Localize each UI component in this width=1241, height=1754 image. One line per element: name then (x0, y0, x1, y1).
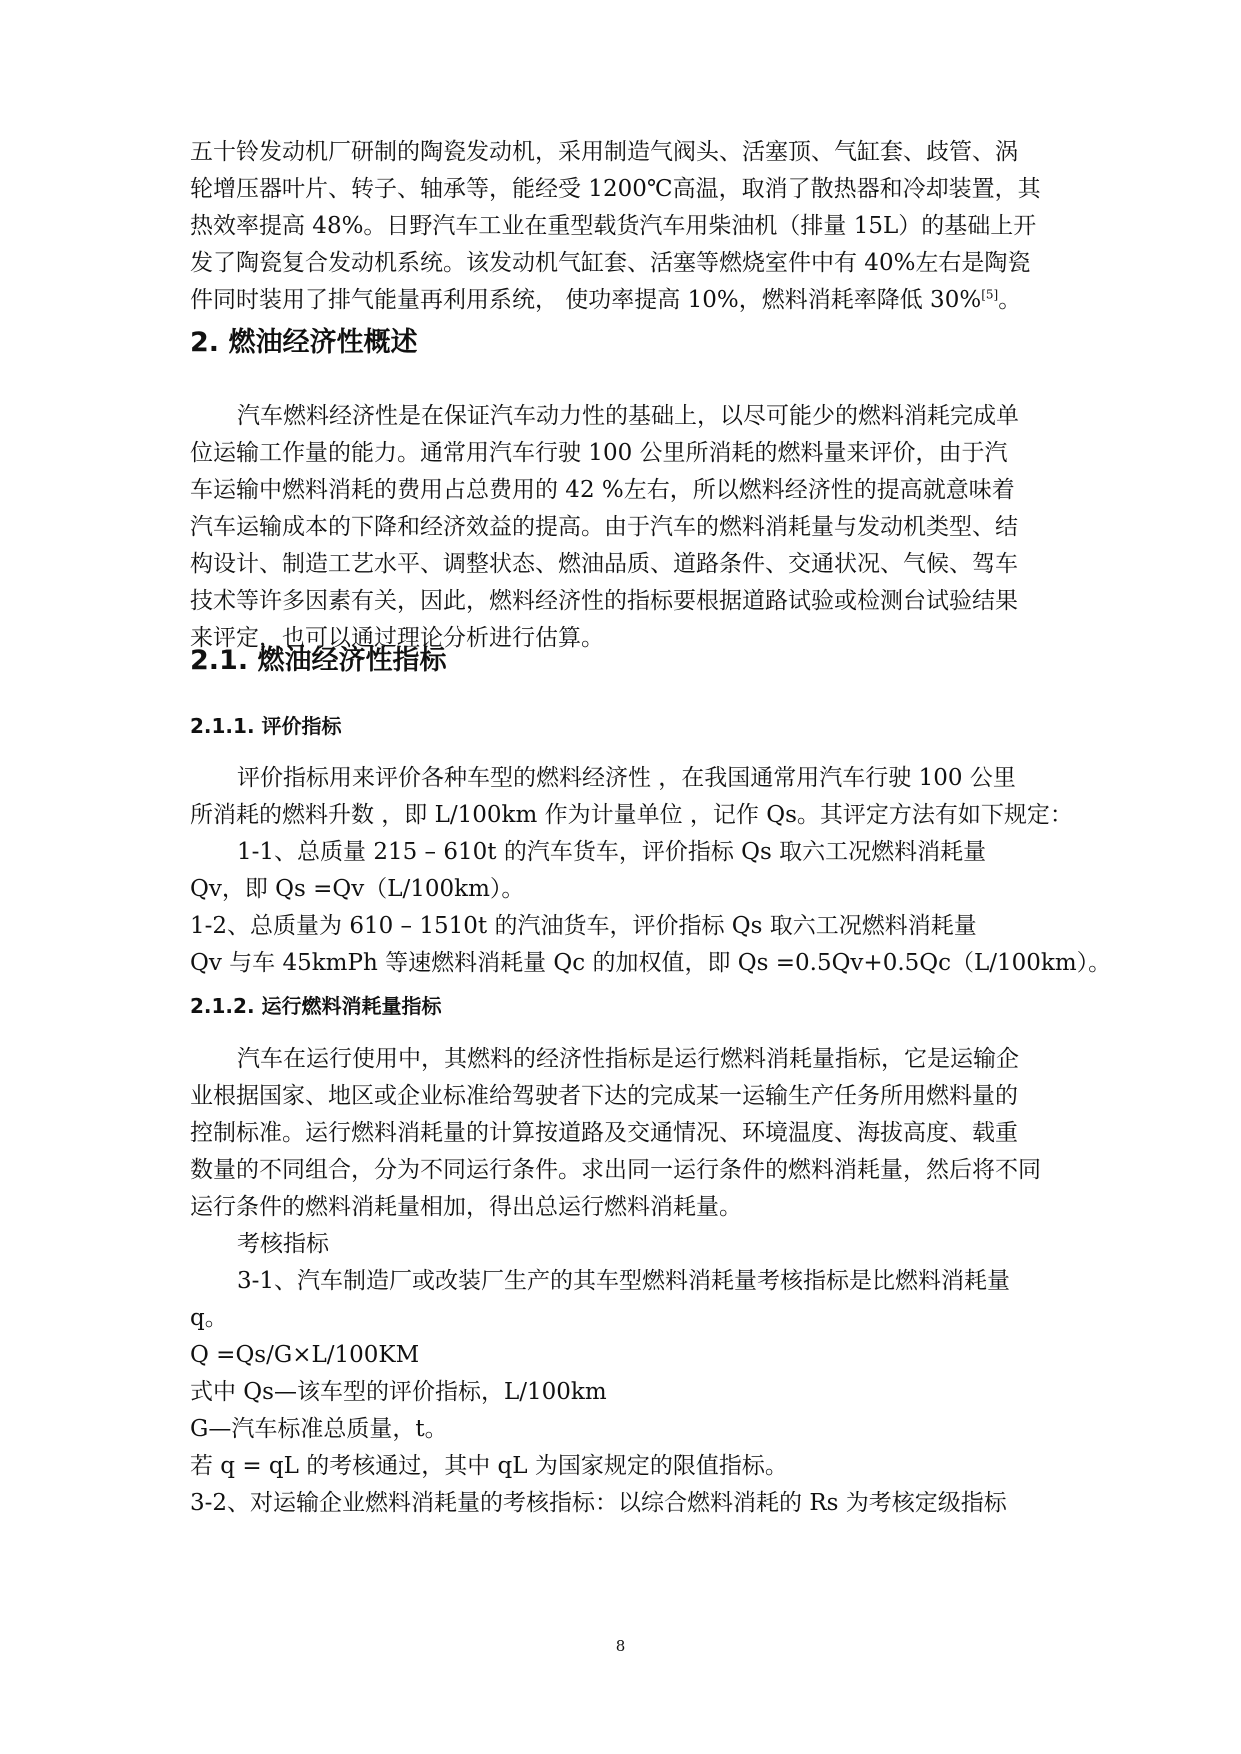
section-2-1-1-line-2: 所消耗的燃料升数 ，即 L/100km 作为计量单位 ，记作 Qs。其评定方法有如下规定： (190, 802, 1073, 828)
intro-line-2: 轮增压器叶片、转子、轴承等，能经受 1200℃高温，取消了散热器和冷却装置，其 (190, 176, 1041, 202)
section-2-1-2-line-4: 数量的不同组合，分为不同运行条件。求出同一运行条件的燃料消耗量，然后将不同 (190, 1157, 1041, 1183)
section-2-1-1-line-6: Qv 与车 45kmPh 等速燃料消耗量 Qc 的加权值，即 Qs =0.5Qv+0.5Qc（L/100km）。 (190, 950, 1112, 976)
section-2-line-5: 构设计、制造工艺水平、调整状态、燃油品质、道路条件、交通状况、气候、驾车 (190, 551, 1018, 577)
section-2-1-1-line-3: 1-1、总质量 215 – 610t 的汽车货车，评价指标 Qs 取六工况燃料消耗量 (237, 839, 987, 865)
assessment-condition: 若 q = qL 的考核通过，其中 qL 为国家规定的限值指标。 (190, 1453, 788, 1479)
intro-paragraph (190, 134, 1058, 319)
section-2-1-1-line-4: Qv，即 Qs =Qv（L/100km）。 (190, 876, 525, 902)
section-2-1-2-line-8: q。 (190, 1305, 228, 1331)
intro-line-4: 发了陶瓷复合发动机系统。该发动机气缸套、活塞等燃烧室件中有 40%左右是陶瓷 (190, 250, 1031, 276)
section-2-line-4: 汽车运输成本的下降和经济效益的提高。由于汽车的燃料消耗量与发动机类型、结 (190, 514, 1018, 540)
page-number: 8 (615, 1637, 626, 1655)
section-heading-2-1-1: 2.1.1. 评价指标 (190, 714, 342, 738)
section-2-1-1-line-1: 评价指标用来评价各种车型的燃料经济性 ，在我国通常用汽车行驶 100 公里 (237, 765, 1016, 791)
intro-line-1: 五十铃发动机厂研制的陶瓷发动机，采用制造气阀头、活塞顶、气缸套、歧管、涡 (190, 139, 1018, 165)
section-2-1-1-paragraph (190, 760, 1112, 982)
intro-line-5-end: 。 (998, 287, 1022, 313)
section-2-1-2-line-5: 运行条件的燃料消耗量相加，得出总运行燃料消耗量。 (190, 1194, 742, 1220)
section-2-1-1-line-5: 1-2、总质量为 610 – 1510t 的汽油货车，评价指标 Qs 取六工况燃料消耗量 (190, 913, 977, 939)
citation-reference: [5] (981, 287, 999, 302)
section-heading-2-1: 2.1. 燃油经济性指标 (190, 645, 447, 676)
section-2-line-6: 技术等许多因素有关，因此，燃料经济性的指标要根据道路试验或检测台试验结果 (190, 588, 1018, 614)
formula-definition-g: G—汽车标准总质量，t。 (190, 1416, 448, 1442)
section-2-1-2-line-1: 汽车在运行使用中，其燃料的经济性指标是运行燃料消耗量指标，它是运输企 (237, 1046, 1019, 1072)
section-heading-2: 2. 燃油经济性概述 (190, 327, 418, 358)
formula-definition-qs: 式中 Qs—该车型的评价指标，L/100km (190, 1379, 607, 1405)
intro-line-5 (190, 282, 1058, 319)
section-2-1-2-line-13: 3-2、对运输企业燃料消耗量的考核指标：以综合燃料消耗的 Rs 为考核定级指标 (190, 1490, 1007, 1516)
section-2-line-3: 车运输中燃料消耗的费用占总费用的 42 %左右，所以燃料经济性的提高就意味着 (190, 477, 1015, 503)
assessment-index-label: 考核指标 (237, 1231, 329, 1257)
section-2-1-2-line-3: 控制标准。运行燃料消耗量的计算按道路及交通情况、环境温度、海拔高度、载重 (190, 1120, 1018, 1146)
section-2-1-2-line-7: 3-1、汽车制造厂或改装厂生产的其车型燃料消耗量考核指标是比燃料消耗量 (237, 1268, 1011, 1294)
section-2-paragraph (190, 398, 1058, 657)
intro-line-5-text: 件同时装用了排气能量再利用系统， 使功率提高 10%，燃料消耗率降低 30% (190, 287, 982, 313)
formula-line: Q =Qs/G×L/100KM (190, 1342, 420, 1368)
section-2-line-2: 位运输工作量的能力。通常用汽车行驶 100 公里所消耗的燃料量来评价，由于汽 (190, 440, 1008, 466)
intro-line-3: 热效率提高 48%。日野汽车工业在重型载货汽车用柴油机（排量 15L）的基础上开 (190, 213, 1037, 239)
section-2-line-7: 来评定，也可以通过理论分析进行估算。 (190, 625, 604, 651)
section-2-1-2-paragraph (190, 1041, 1058, 1522)
section-2-line-1: 汽车燃料经济性是在保证汽车动力性的基础上，以尽可能少的燃料消耗完成单 (237, 403, 1019, 429)
section-heading-2-1-2: 2.1.2. 运行燃料消耗量指标 (190, 994, 442, 1018)
section-2-1-2-line-2: 业根据国家、地区或企业标准给驾驶者下达的完成某一运输生产任务所用燃料量的 (190, 1083, 1018, 1109)
